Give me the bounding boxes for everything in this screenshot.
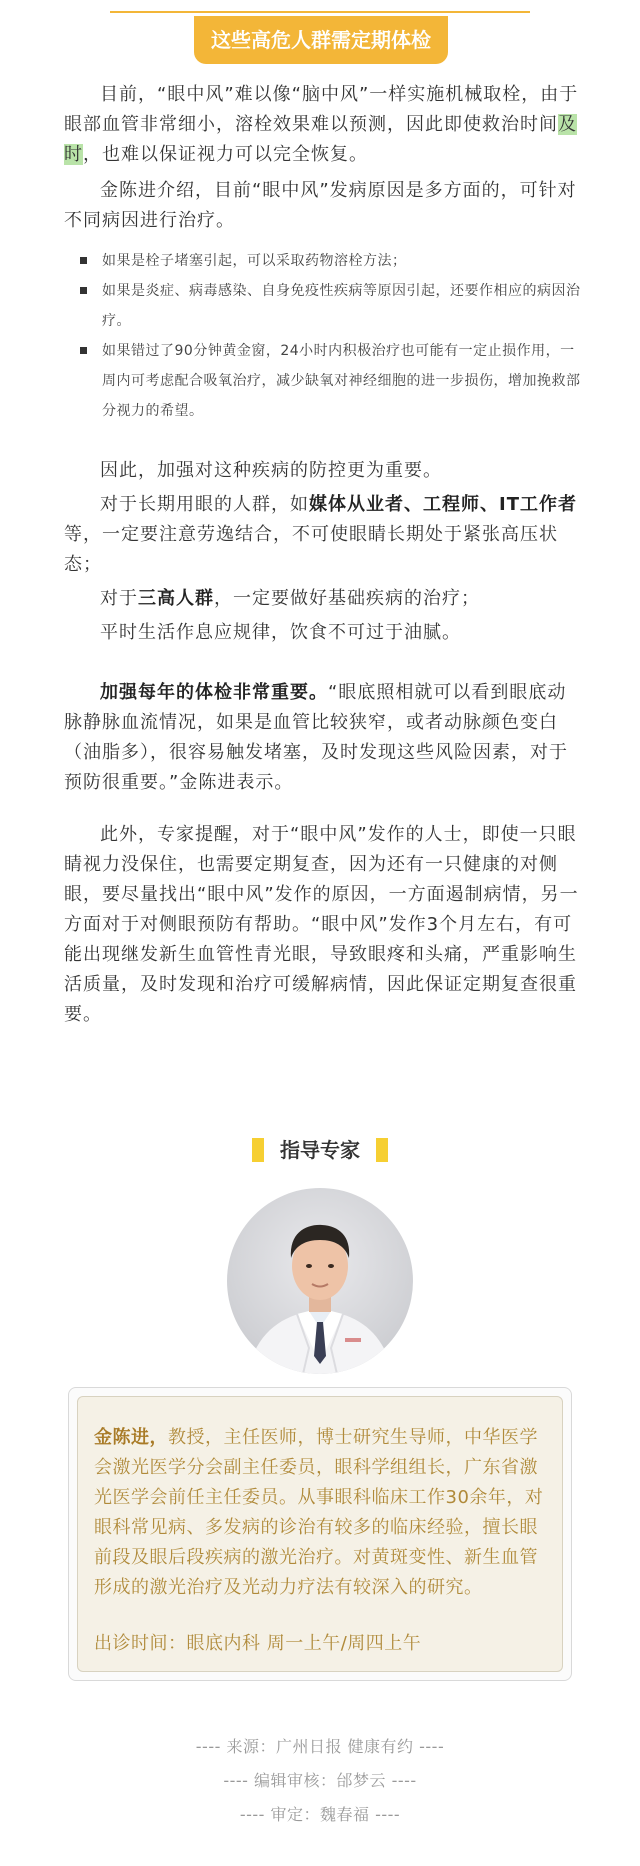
paragraph-2: 金陈进介绍，目前“眼中风”发病原因是多方面的，可针对不同病因进行治疗。 [64,180,577,231]
expert-avatar [227,1188,413,1374]
heading-bar-left [252,1138,264,1162]
section-top-line [110,11,530,13]
expert-heading-wrap [0,1133,640,1167]
paragraph-5: 对于三高人群，一定要做好基础疾病的治疗； [100,588,480,609]
paragraph-4: 对于长期用眼的人群，如媒体从业者、工程师、IT工作者等，一定要注意劳逸结合，不可使眼睛长期处于紧张高压状态； [64,494,577,575]
expert-bio: 金陈进，教授，主任医师，博士研究生导师，中华医学会激光医学分会副主任委员，眼科学组组长，广东省激光医学会前任主任委员。从事眼科临床工作30余年，对眼科常见病、多发病的诊治有较多的临床经验，擅长眼前段及眼后段疾病的激光治疗。对黄斑变性、新生血管形成的激光治疗及光动力疗法有较深入的研究。 [94,1427,544,1598]
footer-source: ---- 来源：广州日报 健康有约 ---- [195,1737,445,1756]
paragraph-6: 平时生活作息应规律，饮食不可过于油腻。 [100,622,461,643]
expert-bio-inner [77,1396,563,1672]
treatment-list [64,246,584,426]
paragraph-8: 此外，专家提醒，对于“眼中风”发作的人士，即使一只眼睛视力没保住，也需要定期复查，因为还有一只健康的对侧眼，要尽量找出“眼中风”发作的原因，一方面遏制病情，另一方面对于对侧眼预防有帮助。“眼中风”发作3个月左右，有可能出现继发新生血管性青光眼，导致眼疼和头痛，严重影响生活质量，及时发现和治疗可缓解病情，因此保证定期复查很重要。 [64,824,579,1025]
heading-bar-right [376,1138,388,1162]
paragraph-1: 目前，“眼中风”难以像“脑中风”一样实施机械取栓，由于眼部血管非常细小，溶栓效果难以预测，因此即使救治时间及时，也难以保证视力可以完全恢复。 [64,84,579,165]
expert-bio-card [68,1387,572,1681]
footer-reviewer: ---- 审定：魏春福 ---- [239,1805,401,1824]
list-item: 如果错过了90分钟黄金窗，24小时内积极治疗也可能有一定止损作用，一周内可考虑配合吸氧治疗，减少缺氧对神经细胞的进一步损伤，增加挽救部分视力的希望。 [80,336,584,426]
footer-editor: ---- 编辑审核：邰梦云 ---- [223,1771,417,1790]
list-item: 如果是炎症、病毒感染、自身免疫性疾病等原因引起，还要作相应的病因治疗。 [80,276,584,336]
expert-name: 金陈进， [94,1427,168,1448]
article-body [64,80,584,1030]
paragraph-3: 因此，加强对这种疾病的防控更为重要。 [100,460,442,481]
doctor-portrait-icon [227,1188,413,1374]
section-title: 这些高危人群需定期体检 [194,16,448,64]
paragraph-7: 加强每年的体检非常重要。“眼底照相就可以看到眼底动脉静脉血流情况，如果是血管比较狭窄，或者动脉颜色变白（油脂多），很容易触发堵塞，及时发现这些风险因素，对于预防很重要。”金陈进表示。 [64,682,568,793]
clinic-hours: 出诊时间：眼底内科 周一上午/周四上午 [94,1633,422,1654]
highlighted-text: 及时 [64,114,577,165]
expert-heading: 指导专家 [252,1133,388,1167]
list-item: 如果是栓子堵塞引起，可以采取药物溶栓方法； [80,246,584,276]
